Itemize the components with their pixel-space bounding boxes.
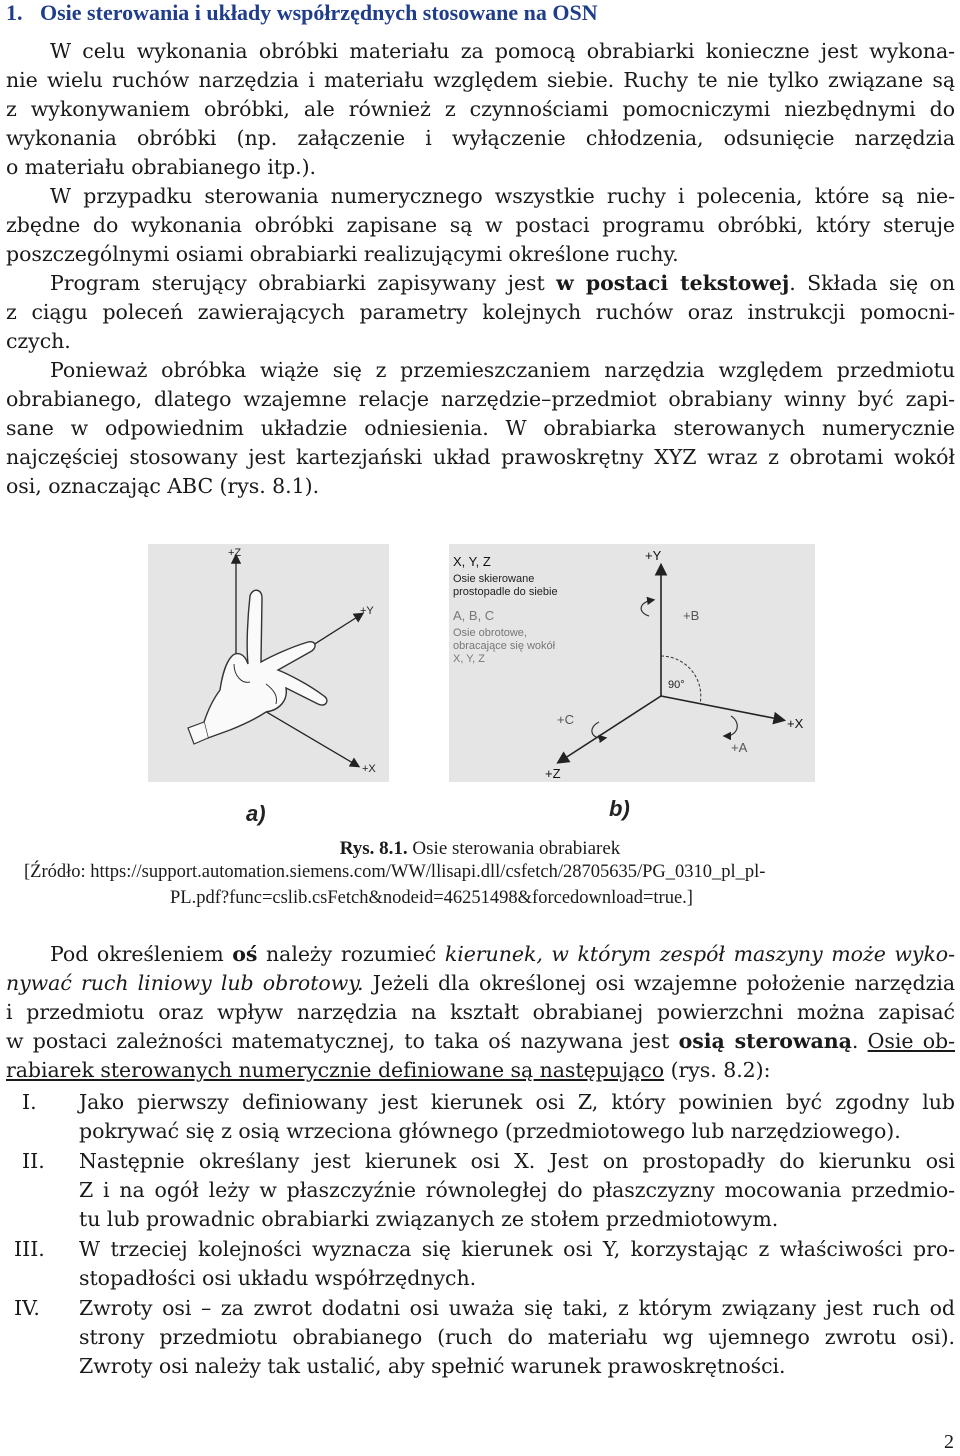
- p2-line: W przypadku sterowania numerycznego wszystkie ruchy i polecenia, które są nie-: [50, 184, 955, 208]
- list-line: pokrywać się z osią wrzeciona głównego (przedmiotowego lub narzędziowego).: [79, 1119, 901, 1143]
- p3-text: . Składa się on: [789, 271, 955, 295]
- legend-text: prostopadle do siebie: [453, 586, 558, 598]
- p5-text: należy rozumieć: [257, 942, 445, 966]
- list-number: IV.: [14, 1296, 40, 1320]
- list-number: I.: [22, 1090, 37, 1114]
- figure-caption: [0, 835, 960, 862]
- axis-label-a: +A: [731, 740, 748, 755]
- axes-drawing: [449, 544, 815, 782]
- caption-text: Osie sterowania obrabiarek: [407, 838, 621, 859]
- p3-line: [6, 269, 955, 298]
- p5-text: (rys. 8.2):: [664, 1058, 771, 1082]
- p1-line: nie wielu ruchów narzędzia i materiału względem siebie. Ruchy te nie tylko związane są: [6, 68, 955, 92]
- axis-label-y: +Y: [360, 605, 374, 617]
- rotation-a-arrow: [725, 716, 737, 736]
- legend-title-abc: A, B, C: [453, 608, 495, 623]
- axis-label-z: +Z: [545, 766, 561, 781]
- p5-underlined-text: rabiarek sterowanych numerycznie definiowane są następująco: [6, 1058, 665, 1082]
- list-line: Zwroty osi należy tak ustalić, aby spełnić warunek prawoskrętności.: [79, 1354, 786, 1378]
- p3-line: z ciągu poleceń zawierających parametry kolejnych ruchów oraz instrukcji pomocni-: [6, 300, 955, 324]
- p4-line: najczęściej stosowany jest kartezjański układ prawoskrętny XYZ wraz z obrotami wokół: [6, 445, 955, 469]
- p3-line: czych.: [6, 329, 71, 353]
- legend-text: X, Y, Z: [453, 653, 486, 665]
- caption-label: Rys. 8.1.: [339, 838, 408, 859]
- p5-line: i przedmiotu oraz wpływ narzędzia na kształt obrabianej powierzchni można zapisać: [6, 1000, 955, 1024]
- list-number: III.: [14, 1237, 45, 1261]
- p1-line: W celu wykonania obróbki materiału za pomocą obrabiarki konieczne jest wykona-: [50, 39, 955, 63]
- p1-line: o materiału obrabianego itp.).: [6, 155, 316, 179]
- figure-b-label: b): [609, 796, 630, 821]
- p1-line: z wykonywaniem obróbki, ale również z czynnościami pomocniczymi niezbędnymi do: [6, 97, 955, 121]
- p3-bold-text: w postaci tekstowej: [556, 271, 790, 295]
- p5-italic-text: nywać ruch liniowy lub obrotowy.: [6, 971, 364, 995]
- list-line: W trzeciej kolejności wyznacza się kierunek osi Y, korzystając z właściwości pro-: [79, 1237, 955, 1261]
- p5-text: .: [851, 1029, 868, 1053]
- angle-label: 90°: [668, 679, 685, 691]
- legend-title-xyz: X, Y, Z: [453, 554, 491, 569]
- p5-bold-text: osią sterowaną: [678, 1029, 852, 1053]
- p5-bold-text: oś: [232, 942, 258, 966]
- figure-a-hand-rule: [148, 544, 389, 782]
- p5-line: [6, 969, 955, 998]
- p4-line: obrabianego, dlatego wzajemne relacje narzędzie–przedmiot obrabiany winny być zapi-: [6, 387, 955, 411]
- z-axis-line: [559, 696, 661, 762]
- source-line: PL.pdf?func=cslib.csFetch&nodeid=46251498&forcedownload=true.]: [170, 888, 693, 908]
- p3-text: Program sterujący obrabiarki zapisywany jest: [50, 271, 557, 295]
- heading-title: Osie sterowania i układy współrzędnych stosowane na OSN: [40, 0, 598, 25]
- figure-a-label: a): [246, 801, 266, 826]
- p4-line: Ponieważ obróbka wiąże się z przemieszczaniem narzędzia względem przedmiotu: [50, 358, 955, 382]
- heading-number: 1.: [6, 0, 23, 25]
- p5-italic-text: kierunek, w którym zespół maszyny może wyko-: [444, 942, 955, 966]
- rotation-b-arrow: [641, 600, 653, 616]
- legend-text: Osie obrotowe,: [453, 627, 527, 639]
- legend-text: obracające się wokół: [453, 640, 556, 652]
- list-line: strony przedmiotu obrabianego (ruch do materiału wg ujemnego zwrotu osi).: [79, 1325, 955, 1349]
- p4-line: osi, oznaczając ABC (rys. 8.1).: [6, 474, 320, 498]
- list-line: stopadłości osi układu współrzędnych.: [79, 1266, 477, 1290]
- list-line: Z i na ogół leży w płaszczyźnie równoległej do płaszczyzny mocowania przedmio-: [79, 1178, 955, 1202]
- axis-label-x: +X: [362, 763, 376, 775]
- page-number: 2: [944, 1431, 954, 1453]
- legend-text: Osie skierowane: [453, 573, 535, 585]
- p5-text: Jeżeli dla określonej osi wzajemne położenie narzędzia: [363, 971, 955, 995]
- p5-line: [6, 940, 955, 969]
- p5-line: [6, 1027, 955, 1056]
- axis-label-c: +C: [557, 712, 574, 727]
- p5-underlined-text: Osie ob-: [867, 1029, 955, 1053]
- list-line: tu lub prowadnic obrabiarki związanych ze stołem przedmiotowym.: [79, 1207, 779, 1231]
- list-line: Jako pierwszy definiowany jest kierunek osi Z, który powinien być zgodny lub: [79, 1090, 955, 1114]
- x-axis-line: [661, 696, 783, 720]
- list-line: Zwroty osi – za zwrot dodatni osi uważa się taki, z którym związany jest ruch od: [79, 1296, 955, 1320]
- list-line: Następnie określany jest kierunek osi X. Jest on prostopadły do kierunku osi: [79, 1149, 955, 1173]
- list-number: II.: [22, 1149, 45, 1173]
- hand-outline: [204, 590, 327, 738]
- p5-text: Pod określeniem: [50, 942, 233, 966]
- axis-label-b: +B: [683, 608, 700, 623]
- figure-b-axes-diagram: [449, 544, 815, 782]
- p2-line: zbędne do wykonania obróbki zapisane są w postaci programu obróbki, który steruje: [6, 213, 955, 237]
- p2-line: poszczególnymi osiami obrabiarki realizującymi określone ruchy.: [6, 242, 679, 266]
- source-line: [Źródło: https://support.automation.siemens.com/WW/llisapi.dll/csfetch/28705635/PG_0310_pl_pl-: [24, 862, 766, 882]
- p5-line: [6, 1056, 955, 1085]
- hand-rule-drawing: [148, 544, 389, 782]
- p1-line: wykonania obróbki (np. załączenie i wyłączenie chłodzenia, odsunięcie narzędzia: [6, 126, 955, 150]
- p4-line: sane w odpowiednim układzie odniesienia. W obrabiarka sterowanych numerycznie: [6, 416, 955, 440]
- section-heading: [6, 0, 598, 26]
- axis-label-y: +Y: [645, 548, 662, 563]
- axis-label-x: +X: [787, 716, 804, 731]
- p5-text: w postaci zależności matematycznej, to taka oś nazywana jest: [6, 1029, 679, 1053]
- axis-label-z: +Z: [228, 547, 242, 559]
